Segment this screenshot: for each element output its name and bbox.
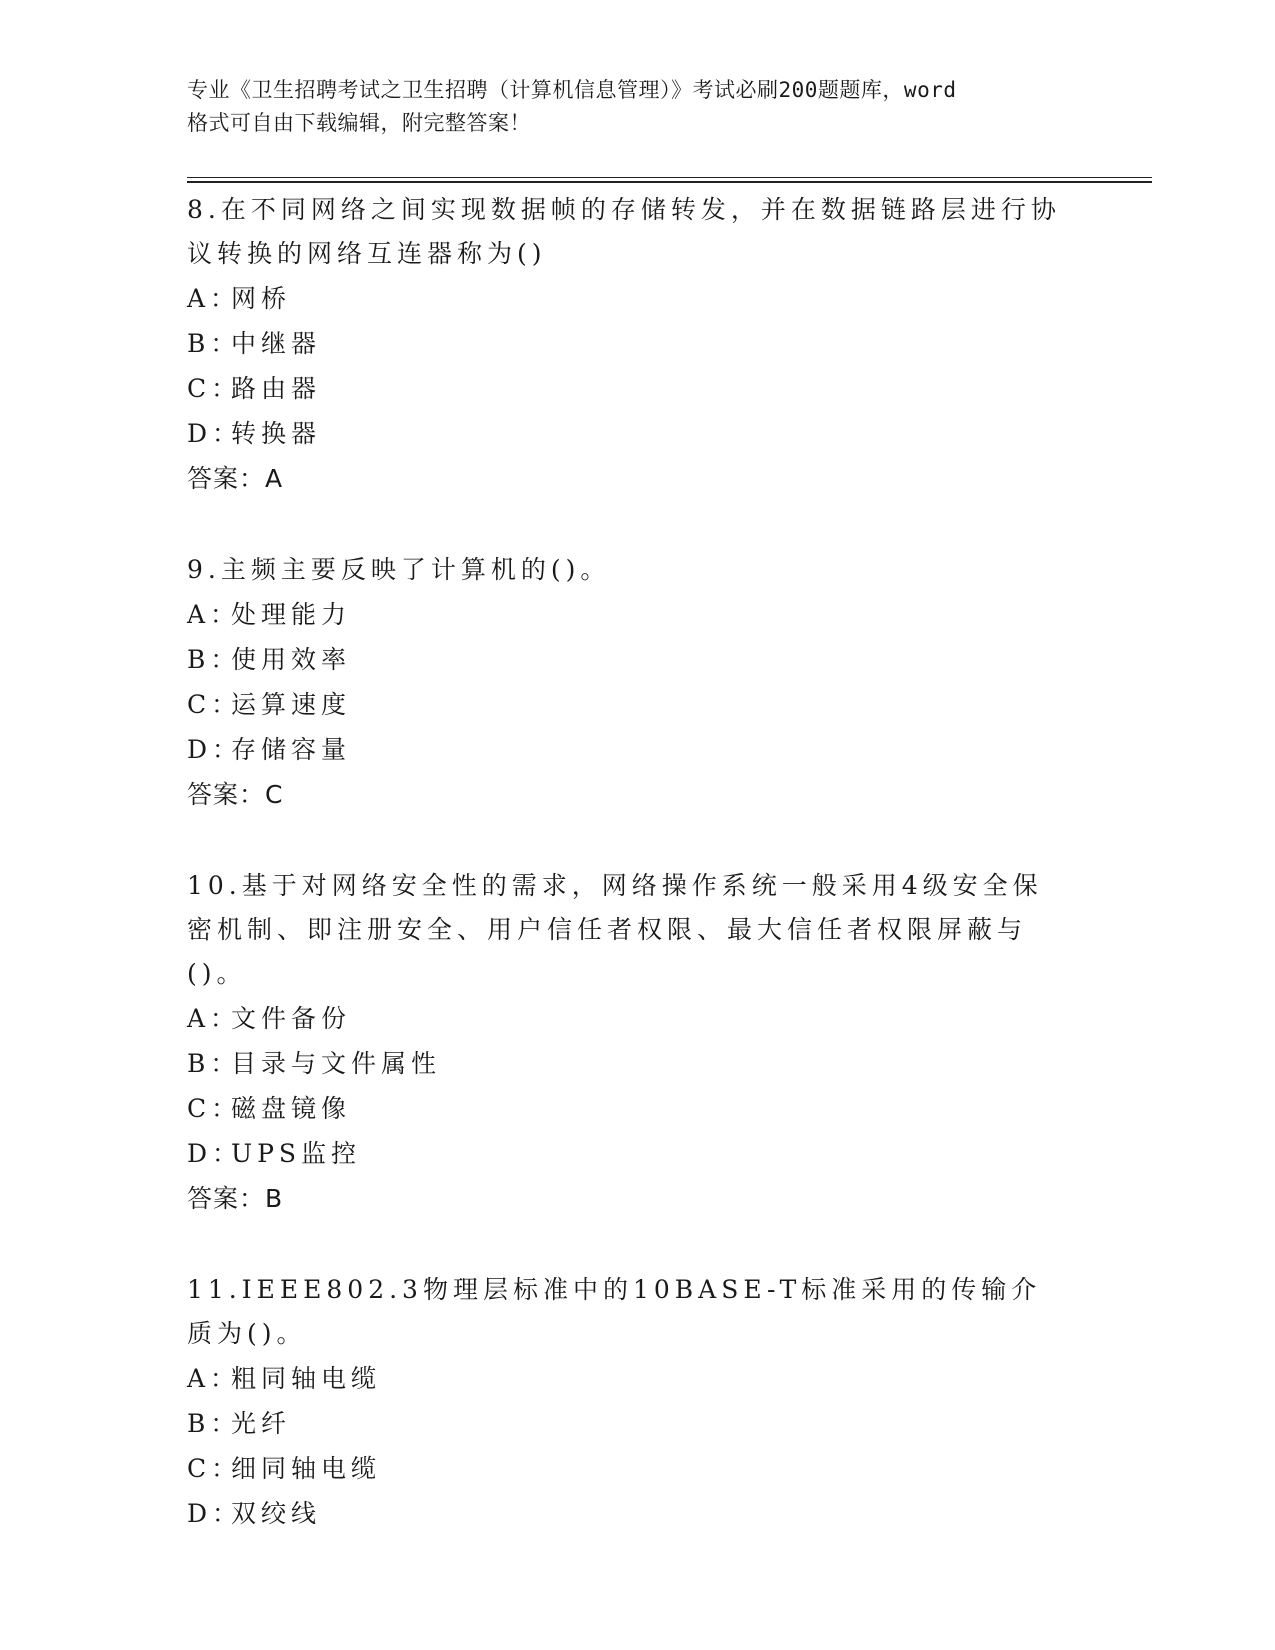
option-letter: D： [187,735,243,764]
option-letter: A： [187,600,241,629]
option-text: 路由器 [231,374,322,403]
option-text: 网桥 [231,284,292,313]
question-11 [187,1268,1087,1536]
option-letter: A： [187,284,241,313]
option-letter: C： [187,690,242,719]
option-text: 处理能力 [231,600,352,629]
option-text: 运算速度 [231,690,352,719]
option-a [187,276,1087,321]
option-text: UPS监控 [231,1139,362,1168]
option-c [187,1086,1087,1131]
document-header [187,74,1087,140]
option-d [187,1131,1087,1176]
header-line-1: 专业《卫生招聘考试之卫生招聘（计算机信息管理）》考试必刷200题题库，word [187,78,957,102]
question-9 [187,548,1087,817]
question-stem: 10.基于对网络安全性的需求，网络操作系统一般采用4级安全保密机制、即注册安全、用户信任者权限、最大信任者权限屏蔽与()。 [187,871,1043,988]
header-divider-thin [187,177,1152,178]
option-text: 文件备份 [231,1004,352,1033]
option-d [187,727,1087,772]
question-stem: 11.IEEE802.3物理层标准中的10BASE-T标准采用的传输介质为()。 [187,1275,1042,1348]
option-b [187,637,1087,682]
answer-line: 答案：A [187,464,284,493]
question-8 [187,188,1087,501]
option-letter: A： [187,1364,241,1393]
header-divider-thick [187,181,1152,183]
option-b [187,1401,1087,1446]
option-a [187,592,1087,637]
option-text: 目录与文件属性 [231,1049,442,1078]
option-letter: C： [187,1094,242,1123]
option-b [187,1041,1087,1086]
option-letter: B： [187,1049,241,1078]
option-a [187,1356,1087,1401]
option-c [187,366,1087,411]
question-stem: 8.在不同网络之间实现数据帧的存储转发，并在数据链路层进行协议转换的网络互连器称为() [187,195,1061,268]
answer-line: 答案：C [187,780,284,809]
option-text: 中继器 [231,329,322,358]
option-text: 细同轴电缆 [231,1454,382,1483]
option-d [187,411,1087,456]
option-letter: D： [187,1139,243,1168]
question-list [187,188,1087,1536]
option-text: 存储容量 [231,735,352,764]
option-letter: D： [187,1499,243,1528]
question-stem: 9.主频主要反映了计算机的()。 [187,555,611,584]
option-b [187,321,1087,366]
option-text: 转换器 [231,419,322,448]
option-text: 双绞线 [231,1499,322,1528]
option-d [187,1491,1087,1536]
answer-line: 答案：B [187,1184,284,1213]
option-letter: D： [187,419,243,448]
option-a [187,996,1087,1041]
option-letter: B： [187,329,241,358]
option-c [187,682,1087,727]
option-letter: C： [187,1454,242,1483]
option-letter: B： [187,645,241,674]
option-text: 光纤 [231,1409,292,1438]
question-10 [187,864,1087,1221]
option-letter: C： [187,374,242,403]
option-letter: A： [187,1004,241,1033]
header-line-2: 格式可自由下载编辑，附完整答案！ [187,111,531,135]
option-c [187,1446,1087,1491]
option-letter: B： [187,1409,241,1438]
option-text: 使用效率 [231,645,352,674]
option-text: 磁盘镜像 [231,1094,352,1123]
option-text: 粗同轴电缆 [231,1364,382,1393]
